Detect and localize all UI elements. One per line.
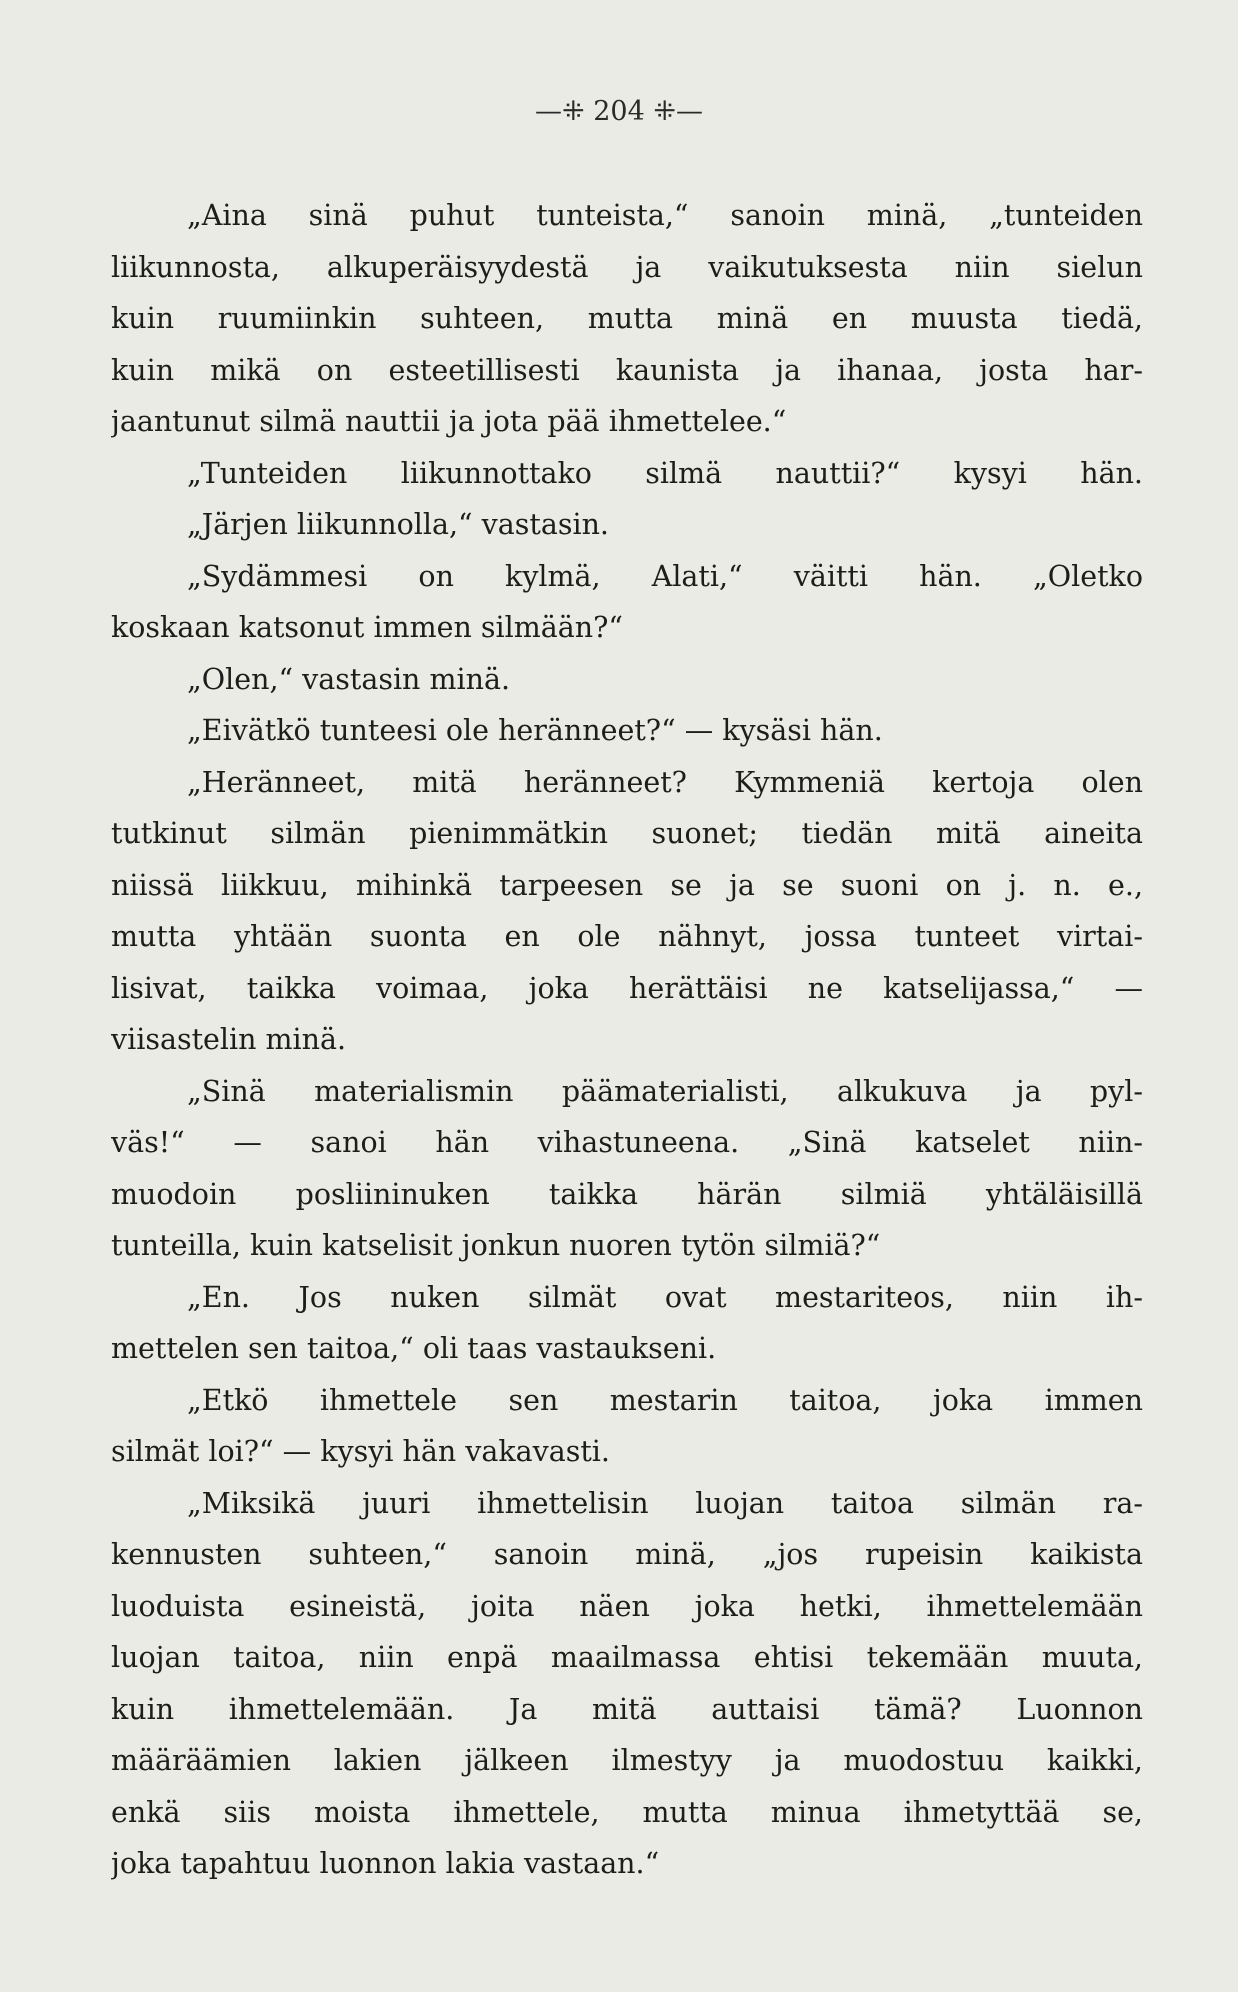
text-line: kuin ihmettelemään. Ja mitä auttaisi tämä? Luonnon bbox=[111, 1692, 1143, 1726]
text-line: luojan taitoa, niin enpä maailmassa ehtisi tekemään muuta, bbox=[111, 1641, 1143, 1674]
text-line: kennusten suhteen,“ sanoin minä, „jos rupeisin kaikista bbox=[111, 1538, 1143, 1571]
text-line: silmät loi?“ — kysyi hän vakavasti. bbox=[111, 1435, 610, 1468]
text-line: „Miksikä juuri ihmettelisin luojan taitoa silmän ra- bbox=[187, 1486, 1143, 1520]
text-line: „Etkö ihmettele sen mestarin taitoa, joka immen bbox=[187, 1383, 1143, 1417]
text-line: „En. Jos nuken silmät ovat mestariteos, niin ih- bbox=[187, 1280, 1143, 1314]
text-line: „Sinä materialismin päämaterialisti, alkukuva ja pyl- bbox=[187, 1074, 1143, 1108]
text-line: kuin ruumiinkin suhteen, mutta minä en muusta tiedä, bbox=[111, 302, 1143, 335]
text-line: niissä liikkuu, mihinkä tarpeesen se ja se suoni on j. n. e., bbox=[111, 868, 1143, 902]
text-line: „Sydämmesi on kylmä, Alati,“ väitti hän. „Oletko bbox=[187, 559, 1143, 593]
text-line: tutkinut silmän pienimmätkin suonet; tiedän mitä aineita bbox=[111, 817, 1143, 850]
text-line: „Olen,“ vastasin minä. bbox=[187, 662, 511, 696]
text-line: muodoin posliininuken taikka härän silmiä yhtäläisillä bbox=[111, 1177, 1143, 1211]
text-line: liikunnosta, alkuperäisyydestä ja vaikutuksesta niin sielun bbox=[111, 250, 1143, 284]
text-line: „Aina sinä puhut tunteista,“ sanoin minä, „tunteiden bbox=[187, 199, 1143, 232]
text-line: luoduista esineistä, joita näen joka hetki, ihmettelemään bbox=[111, 1589, 1143, 1623]
text-line: jaantunut silmä nauttii ja jota pää ihmettelee.“ bbox=[111, 405, 787, 438]
text-line: „Järjen liikunnolla,“ vastasin. bbox=[187, 508, 609, 541]
text-line: „Eivätkö tunteesi ole heränneet?“ — kysäsi hän. bbox=[187, 714, 883, 747]
text-line: „Tunteiden liikunnottako silmä nauttii?“ kysyi hän. bbox=[187, 456, 1143, 490]
text-line: mutta yhtään suonta en ole nähnyt, jossa tunteet virtai- bbox=[111, 920, 1143, 953]
text-line: lisivat, taikka voimaa, joka herättäisi ne katselijassa,“ — bbox=[111, 971, 1143, 1005]
text-line: koskaan katsonut immen silmään?“ bbox=[111, 611, 623, 644]
text-line: enkä siis moista ihmettele, mutta minua ihmetyttää se, bbox=[111, 1795, 1143, 1829]
text-line: määräämien lakien jälkeen ilmestyy ja muodostuu kaikki, bbox=[111, 1744, 1143, 1777]
text-line: väs!“ — sanoi hän vihastuneena. „Sinä katselet niin- bbox=[111, 1126, 1143, 1159]
text-line: „Heränneet, mitä heränneet? Kymmeniä kertoja olen bbox=[187, 765, 1143, 799]
text-line: viisastelin minä. bbox=[111, 1023, 347, 1056]
text-line: joka tapahtuu luonnon lakia vastaan.“ bbox=[111, 1847, 660, 1880]
text-line: kuin mikä on esteetillisesti kaunista ja ihanaa, josta har- bbox=[111, 353, 1143, 387]
text-line: mettelen sen taitoa,“ oli taas vastaukseni. bbox=[111, 1332, 717, 1365]
text-line: tunteilla, kuin katselisit jonkun nuoren tytön silmiä?“ bbox=[111, 1229, 881, 1262]
page-number-header: —⁜ 204 ⁜— bbox=[535, 96, 703, 127]
body-text bbox=[111, 190, 1143, 1890]
